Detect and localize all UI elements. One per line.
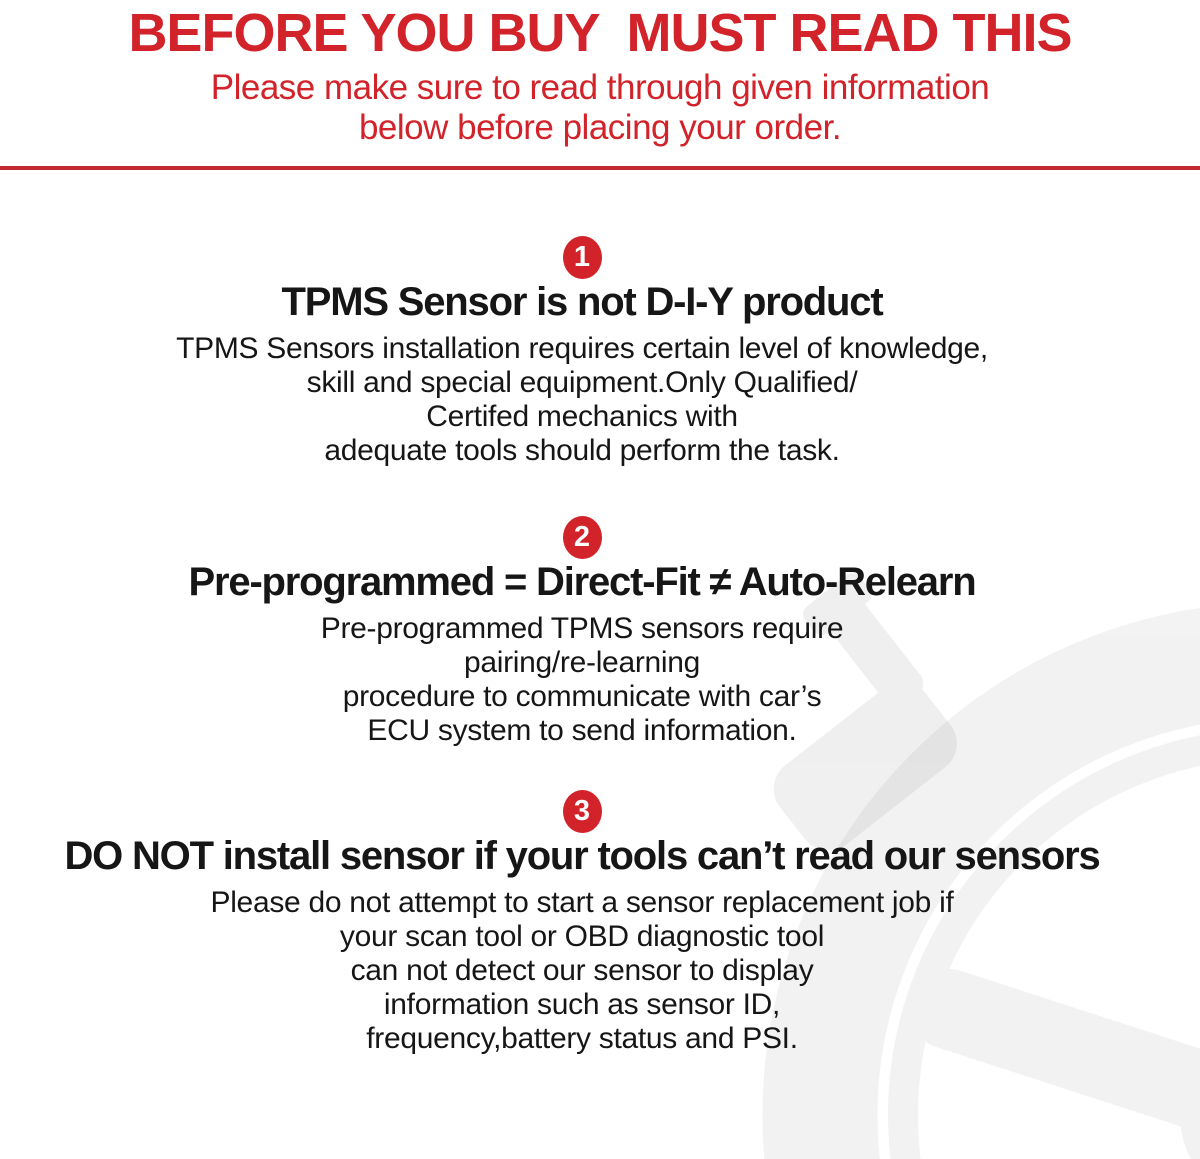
page-title: BEFORE YOU BUY MUST READ THIS [128, 3, 1072, 63]
section-3-number-badge: 3 [563, 790, 602, 833]
section-2-number-badge: 2 [563, 516, 602, 559]
body-line: can not detect our sensor to display [350, 954, 814, 987]
section-1-number-badge: 1 [563, 236, 602, 279]
body-line: frequency,battery status and PSI. [366, 1022, 798, 1055]
body-line: pairing/re-learning [463, 646, 701, 679]
body-line: TPMS Sensors installation requires certain level of knowledge, [176, 332, 988, 365]
section-do-not-install [0, 790, 1164, 1056]
section-preprogrammed-direct-fit [0, 516, 1164, 748]
section-1-body [0, 332, 1164, 468]
section-tpms-not-diy [0, 236, 1164, 468]
body-line: information such as sensor ID, [383, 988, 781, 1021]
body-line: adequate tools should perform the task. [324, 434, 840, 467]
body-line: Please do not attempt to start a sensor replacement job if [210, 886, 954, 919]
page-subtitle [0, 68, 1200, 148]
subtitle-line-1: Please make sure to read through given information [210, 68, 990, 107]
header [0, 0, 1200, 170]
section-2-heading: Pre-programmed = Direct-Fit ≠ Auto-Relearn [188, 560, 976, 604]
body-line: skill and special equipment.Only Qualified/ [306, 366, 858, 399]
subtitle-line-2: below before placing your order. [358, 108, 842, 147]
section-1-heading: TPMS Sensor is not D-I-Y product [281, 280, 883, 324]
body-line: Pre-programmed TPMS sensors require [320, 612, 844, 645]
divider-line [0, 166, 1200, 170]
body-line: ECU system to send information. [367, 714, 797, 747]
body-line: procedure to communicate with car’s [342, 680, 822, 713]
section-3-heading: DO NOT install sensor if your tools can’t read our sensors [64, 834, 1100, 878]
body-line: Certifed mechanics with [426, 400, 738, 433]
section-3-body [0, 886, 1164, 1056]
section-2-body [0, 612, 1164, 748]
body-line: your scan tool or OBD diagnostic tool [339, 920, 825, 953]
sections [0, 236, 1164, 1056]
